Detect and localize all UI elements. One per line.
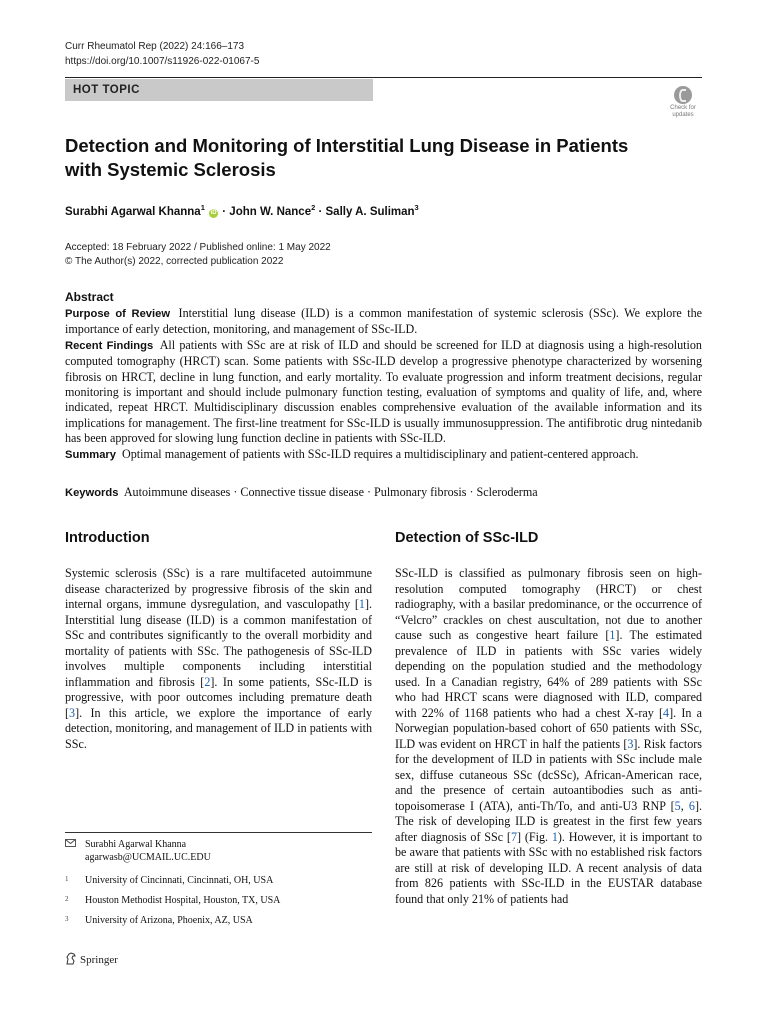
corresponding-email[interactable]: agarwasb@UCMAIL.UC.EDU	[85, 852, 211, 863]
affiliation-text: University of Arizona, Phoenix, AZ, USA	[85, 915, 253, 926]
keywords-text: Autoimmune diseases · Connective tissue disease · Pulmonary fibrosis · Scleroderma	[123, 485, 538, 499]
detection-paragraph	[395, 566, 702, 907]
footnote-rule	[65, 832, 372, 833]
copyright: © The Author(s) 2022, corrected publication 2022	[65, 256, 284, 267]
publisher-footer	[65, 952, 118, 968]
publisher-name: Springer	[80, 954, 118, 966]
citation-link[interactable]: 1	[609, 628, 616, 642]
journal-citation	[65, 40, 259, 69]
footnotes	[65, 838, 372, 927]
affiliation-item	[65, 914, 372, 927]
citation-link[interactable]: 7	[510, 829, 518, 844]
doi-link[interactable]: https://doi.org/10.1007/s11926-022-01067-5	[65, 55, 260, 67]
abstract-heading: Abstract	[65, 290, 114, 304]
paragraph-text: ]. Interstitial lung disease (ILD) is a common manifestation of SSc and contributes significantly to the overall morbidity and mortality of patients with SSc. The pathogenesis of SSc-ILD involves multiple components including interstitial inflammation and fibrosis [	[65, 597, 372, 689]
citation-link[interactable]: 1	[551, 829, 558, 844]
author-separator: ·	[219, 205, 230, 218]
summary-text: Optimal management of patients with SSc-ILD requires a multidisciplinary and patient-centered approach.	[122, 446, 639, 461]
paragraph-text: ]. In some patients, SSc-ILD is progressive, with poor outcomes including premature death [	[65, 674, 372, 720]
introduction-paragraph	[65, 566, 372, 752]
paragraph-text: ]. In this article, we explore the importance of early detection, monitoring, and management of ILD in patients with SSc.	[65, 705, 372, 751]
citation-link[interactable]: 3	[627, 736, 634, 751]
orcid-icon[interactable]: iD	[210, 209, 217, 216]
paragraph-text: SSc-ILD is classified as pulmonary fibrosis seen on high-resolution computed tomography (HRCT) or chest radiography, with a basilar predominance, or the occurrence of “Velcro” crackles on chest auscultation, not due to another cause such as congestive heart failure [	[395, 566, 702, 642]
summary-label: Summary	[65, 448, 116, 461]
section-label: HOT TOPIC	[65, 79, 373, 101]
author-affiliation: 1	[200, 203, 205, 212]
paragraph-text: Systemic sclerosis (SSc) is a rare multifaceted autoimmune disease characterized by progressive fibrosis of the skin and internal organs, immune dysregulation, and vasculopathy [	[65, 566, 372, 611]
journal-line: Curr Rheumatol Rep (2022) 24:166–173	[65, 41, 244, 52]
findings-label: Recent Findings	[65, 339, 154, 352]
badge-line-1: Check for	[670, 105, 696, 111]
affiliation-number: 3	[65, 915, 69, 923]
citation-link[interactable]: 4	[663, 705, 670, 720]
publication-dates	[65, 241, 331, 269]
paragraph-text: ,	[680, 798, 689, 813]
paragraph-text: ] (Fig.	[517, 829, 552, 844]
check-for-updates-badge[interactable]	[664, 86, 702, 124]
badge-line-2: updates	[672, 111, 694, 118]
abstract-body	[65, 306, 702, 463]
purpose-label: Purpose of Review	[65, 308, 171, 320]
corresponding-name: Surabhi Agarwal Khanna	[85, 839, 187, 850]
check-for-updates-icon	[674, 86, 692, 104]
keywords-label: Keywords	[65, 487, 119, 499]
citation-link[interactable]: 5	[674, 798, 681, 813]
author-list	[65, 203, 419, 218]
author-affiliation: 2	[311, 203, 316, 212]
author-name[interactable]: John W. Nance	[229, 205, 312, 218]
citation-link[interactable]: 6	[688, 798, 695, 813]
introduction-heading: Introduction	[65, 530, 150, 546]
affiliation-item	[65, 874, 372, 887]
paragraph-text: ]. Risk factors for the development of ILD in patients with SSc include male sex, diffuse cutaneous SSc (dcSSc), African-American race, and the presence of certain autoantibodies such as anti-topoisomerase I (ATA), anti-Th/To, and anti-U3 RNP [	[395, 736, 702, 813]
author-separator: ·	[315, 205, 326, 218]
paragraph-text: ]. The risk of developing ILD is greatest in the first few years after diagnosis of SSc [	[395, 798, 703, 844]
affiliation-text: Houston Methodist Hospital, Houston, TX, USA	[85, 895, 281, 906]
author-name[interactable]: Sally A. Suliman	[325, 205, 415, 218]
abstract-purpose	[65, 306, 702, 338]
citation-link[interactable]: 1	[358, 597, 365, 611]
detection-heading: Detection of SSc-ILD	[395, 530, 539, 546]
findings-text: All patients with SSc are at risk of ILD and should be screened for ILD at diagnosis using a high-resolution computed tomography (HRCT) scan. Some patients with SSc-ILD develop a progressive phenotype characterized by worsening fibrosis on HRCT, decline in lung function, and early mortality. To evaluate progression and inform treatment decisions, regular monitoring is important and should include pulmonary function testing, evaluation of symptoms and quality of life, and, where indicated, repeat HRCT. Multidisciplinary discussion enables comprehensive evaluation of the available information and its implications for management. The first-line treatment for SSc-ILD is usually immunosuppression. The antifibrotic drug nintedanib has been approved for slowing lung function decline in patients with SSc-ILD.	[65, 337, 702, 446]
header-rule	[65, 77, 702, 78]
abstract-findings	[65, 338, 702, 447]
affiliation-item	[65, 894, 372, 907]
accepted-published: Accepted: 18 February 2022 / Published online: 1 May 2022	[65, 242, 331, 253]
purpose-text: Interstitial lung disease (ILD) is a common manifestation of systemic sclerosis (SSc). We explore the importance of early detection, monitoring, and management of SSc-ILD.	[65, 306, 702, 337]
abstract-summary	[65, 447, 702, 463]
affiliation-number: 1	[65, 875, 69, 883]
article-title: Detection and Monitoring of Interstitial Lung Disease in Patients with Systemic Sclerosis	[65, 135, 629, 180]
affiliation-number: 2	[65, 895, 69, 903]
springer-horse-icon	[65, 952, 77, 968]
citation-link[interactable]: 3	[69, 705, 76, 720]
keywords	[65, 485, 702, 501]
paragraph-text: ]. The estimated prevalence of ILD in patients with SSc varies widely depending on the population studied and the methodology used. In a Canadian registry, 64% of 289 patients with SSc who had HRCT scans were diagnosed with ILD, compared with 22% of 1168 patients who had a chest X-ray [	[395, 628, 702, 720]
corresponding-author	[65, 838, 372, 864]
paragraph-text: ]. In a Norwegian population-based cohort of 650 patients with SSc, ILD was evident on HRCT in half the patients [	[395, 705, 702, 751]
affiliation-text: University of Cincinnati, Cincinnati, OH, USA	[85, 875, 274, 886]
envelope-icon	[65, 838, 76, 851]
paragraph-text: ). However, it is important to be aware that patients with SSc with no established risk factors are still at risk of developing ILD. A recent analysis of data from 826 patients with SSc-ILD in the EUSTAR database found that only 21% of patients had	[395, 829, 702, 906]
author-affiliation: 3	[414, 203, 419, 212]
citation-link[interactable]: 2	[204, 674, 211, 689]
author-name[interactable]: Surabhi Agarwal Khanna	[65, 205, 201, 218]
